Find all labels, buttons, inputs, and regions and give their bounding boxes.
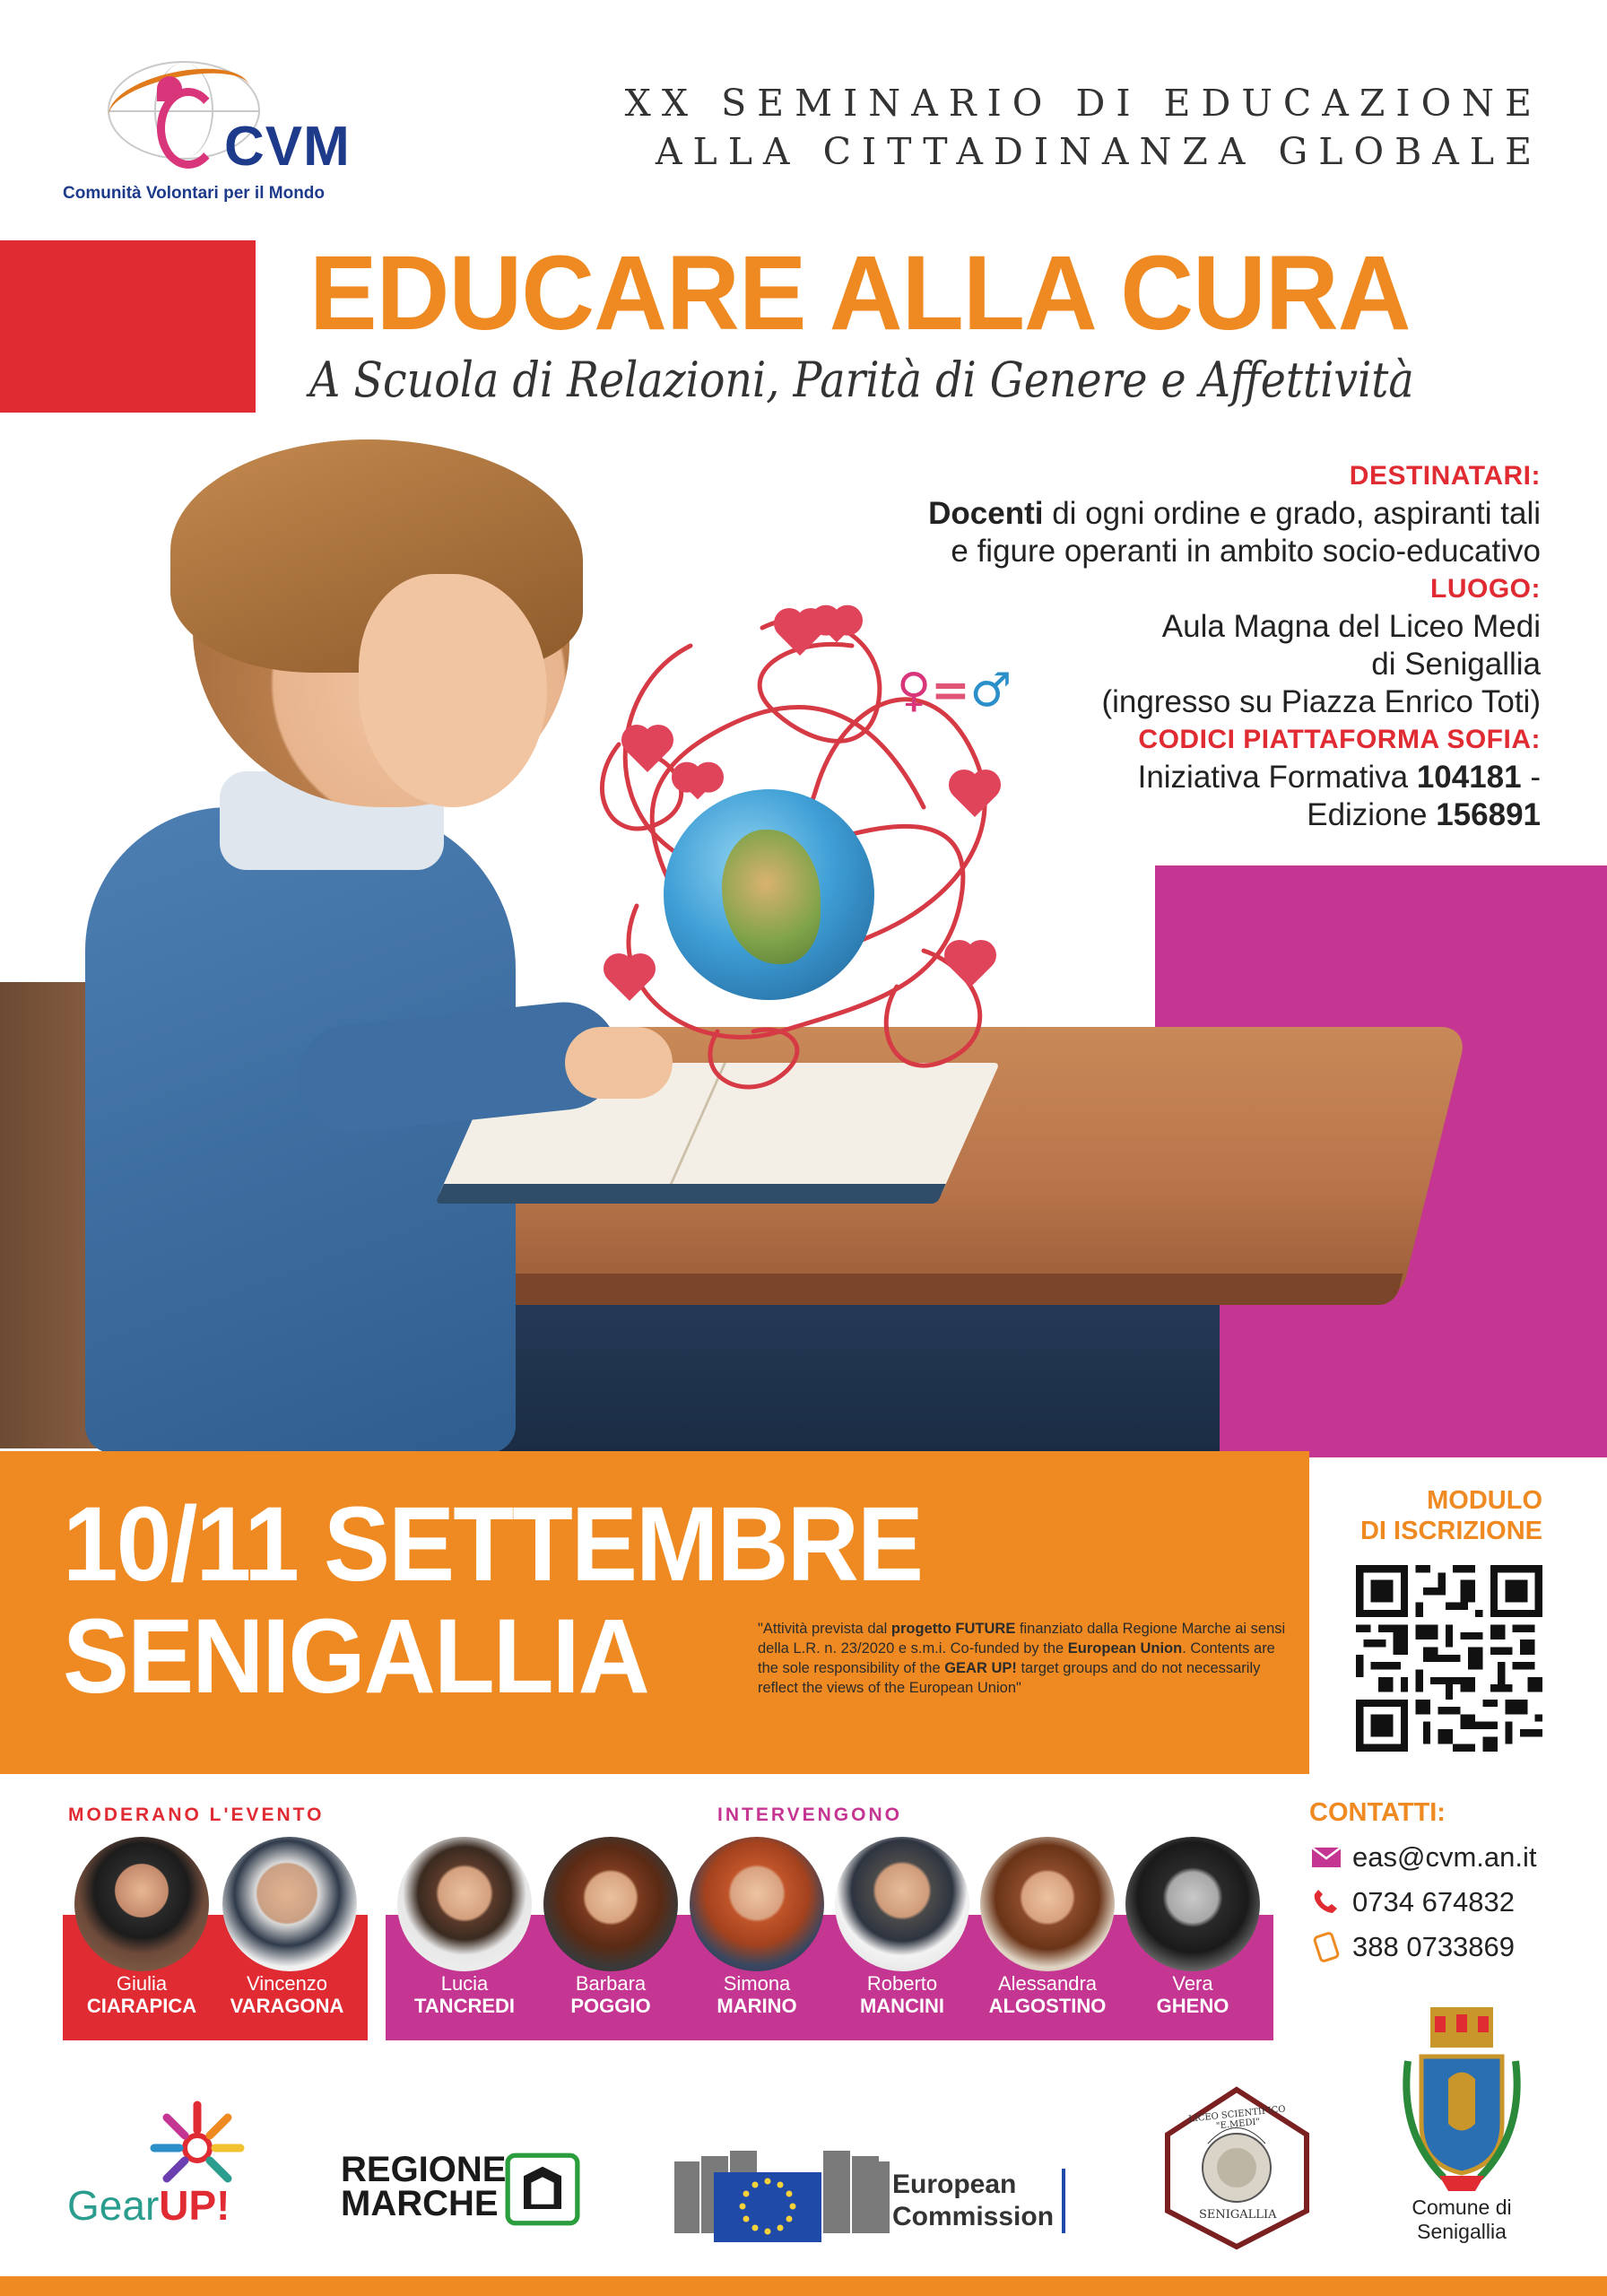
regione-marche-emblem-icon [505, 2152, 580, 2226]
regione-word-1: REGIONE [341, 2150, 507, 2189]
seminar-line-2: ALLA CITTADINANZA GLOBALE [655, 130, 1542, 173]
comune-word-2: Senigallia [1417, 2220, 1507, 2243]
avatar [543, 1837, 678, 1971]
speaker-first-name: Simona [723, 1972, 791, 1995]
avatar [222, 1837, 357, 1971]
disclaimer-bold: European Union [1067, 1640, 1183, 1657]
moderators-label: MODERANO L'EVENTO [68, 1805, 325, 1825]
event-date: 10/11 SETTEMBRE [63, 1485, 923, 1604]
codici-pre-2: Edizione [1307, 797, 1437, 832]
speaker-first-name: Alessandra [997, 1972, 1098, 1995]
speaker-first-name: Lucia [440, 1972, 489, 1995]
avatar [74, 1837, 209, 1971]
event-info [928, 457, 1541, 834]
moderator-last-name: VARAGONA [230, 1995, 344, 2017]
subtitle: A Scuola di Relazioni, Parità di Genere e Affettività [309, 352, 1414, 408]
edizione-code: 156891 [1436, 797, 1541, 832]
moderator-first-name: Giulia [116, 1972, 168, 1995]
event-city: SENIGALLIA [63, 1597, 648, 1716]
disclaimer-text: . Contents are the sole responsibility of the [758, 1640, 1275, 1676]
mail-icon [1311, 1845, 1342, 1870]
disclaimer-bold: progetto FUTURE [890, 1621, 1016, 1637]
disclaimer-text: target groups and do not necessarily reflect the views of the European Union" [758, 1660, 1261, 1696]
destinatari-line-2: e figure operanti in ambito socio-educativo [951, 534, 1541, 569]
comune-word-1: Comune di [1412, 2196, 1512, 2219]
gearup-word-1: Gear [67, 2182, 160, 2229]
gearup-word-2: UP! [159, 2182, 230, 2229]
codici-line-1 [928, 759, 1541, 796]
seminar-heading [625, 79, 1542, 176]
phone-icon [1311, 1890, 1342, 1915]
senigallia-crest-icon [1399, 2007, 1524, 2196]
comune-senigallia-label [1372, 2196, 1551, 2244]
regione-marche-wordmark [341, 2152, 506, 2221]
speaker-last-name: POGGIO [570, 1995, 651, 2017]
destinatari-line-1 [928, 495, 1541, 533]
iniziativa-code: 104181 [1416, 760, 1522, 795]
gearup-wordmark [67, 2181, 230, 2230]
avatar [690, 1837, 824, 1971]
contacts-title: CONTATTI: [1309, 1798, 1446, 1827]
codici-line-2 [928, 796, 1541, 834]
avatar [980, 1837, 1115, 1971]
speaker-last-name: MANCINI [859, 1995, 945, 2017]
red-accent-block [0, 240, 256, 413]
liceo-emblem-text [1199, 2208, 1276, 2222]
luogo-label: LUOGO: [1430, 574, 1541, 604]
luogo-line-2: di Senigallia [1371, 647, 1541, 682]
codici-pre-1: Iniziativa Formativa [1137, 760, 1417, 795]
contact-email[interactable] [1311, 1841, 1536, 1874]
boy-sweater-illustration [85, 807, 516, 1453]
disclaimer-bold: GEAR UP! [944, 1660, 1017, 1676]
destinatari-bold: Docenti [928, 496, 1044, 531]
contact-email-text[interactable]: eas@cvm.an.it [1352, 1841, 1537, 1873]
contact-mobile[interactable] [1311, 1931, 1515, 1963]
regione-word-2: MARCHE [341, 2184, 499, 2223]
destinatari-rest: di ogni ordine e grado, aspiranti tali [1043, 496, 1541, 531]
avatar [835, 1837, 969, 1971]
contact-mobile-text[interactable]: 388 0733869 [1352, 1931, 1516, 1962]
liceo-arc-text: LICEO SCIENTIFICO "E.MEDI" [1187, 2104, 1287, 2132]
luogo-line-1: Aula Magna del Liceo Medi [1161, 609, 1541, 644]
gender-equality-icon: ♀=♂ [897, 664, 1012, 718]
ec-word-2: Commission [892, 2202, 1055, 2231]
registration-qr-code[interactable] [1356, 1565, 1542, 1752]
cvm-logo [54, 54, 351, 211]
registration-line-1: MODULO [1427, 1486, 1542, 1515]
cvm-logo-text: CVM [224, 116, 351, 178]
liceo-city-text: SENIGALLIA [1199, 2208, 1277, 2222]
speaker-first-name: Barbara [575, 1972, 647, 1995]
avatar [1125, 1837, 1260, 1971]
codici-post-1: - [1521, 760, 1541, 795]
speaker-last-name: TANCREDI [413, 1995, 516, 2017]
funding-disclaimer [758, 1619, 1287, 1698]
contact-phone-text[interactable]: 0734 674832 [1352, 1886, 1516, 1918]
moderator-last-name: CIARAPICA [86, 1995, 197, 2017]
luogo-line-3: (ingresso su Piazza Enrico Toti) [1101, 684, 1541, 719]
codici-label: CODICI PIATTAFORMA SOFIA: [1138, 725, 1541, 754]
contact-phone[interactable] [1311, 1886, 1515, 1918]
footer-bar [0, 2276, 1607, 2296]
boy-face-illustration [359, 574, 547, 807]
cvm-tagline: Comunità Volontari per il Mondo [63, 184, 326, 203]
speaker-first-name: Roberto [866, 1972, 938, 1995]
speakers-label: INTERVENGONO [717, 1805, 902, 1825]
mobile-icon [1311, 1935, 1342, 1960]
speaker-first-name: Vera [1172, 1972, 1213, 1995]
ec-word-1: European [892, 2170, 1017, 2199]
seminar-line-1: XX SEMINARIO DI EDUCAZIONE [624, 82, 1542, 125]
speaker-last-name: ALGOSTINO [988, 1995, 1107, 2017]
speaker-last-name: MARINO [717, 1995, 797, 2017]
main-title: EDUCARE ALLA CURA [309, 234, 1411, 352]
disclaimer-text: "Attività prevista dal [758, 1621, 891, 1637]
destinatari-label: DESTINATARI: [1349, 461, 1541, 491]
bird-icon [157, 76, 182, 101]
moderator-first-name: Vincenzo [246, 1972, 328, 1995]
disclaimer-text: finanziato dalla Regione Marche ai sensi della L.R. n. 23/2020 e s.m.i. Co-funded by the [758, 1621, 1286, 1657]
speaker-last-name: GHENO [1156, 1995, 1229, 2017]
registration-label [1360, 1485, 1542, 1546]
avatar [397, 1837, 532, 1971]
european-commission-wordmark [892, 2169, 1054, 2233]
registration-line-2: DI ISCRIZIONE [1359, 1517, 1542, 1545]
